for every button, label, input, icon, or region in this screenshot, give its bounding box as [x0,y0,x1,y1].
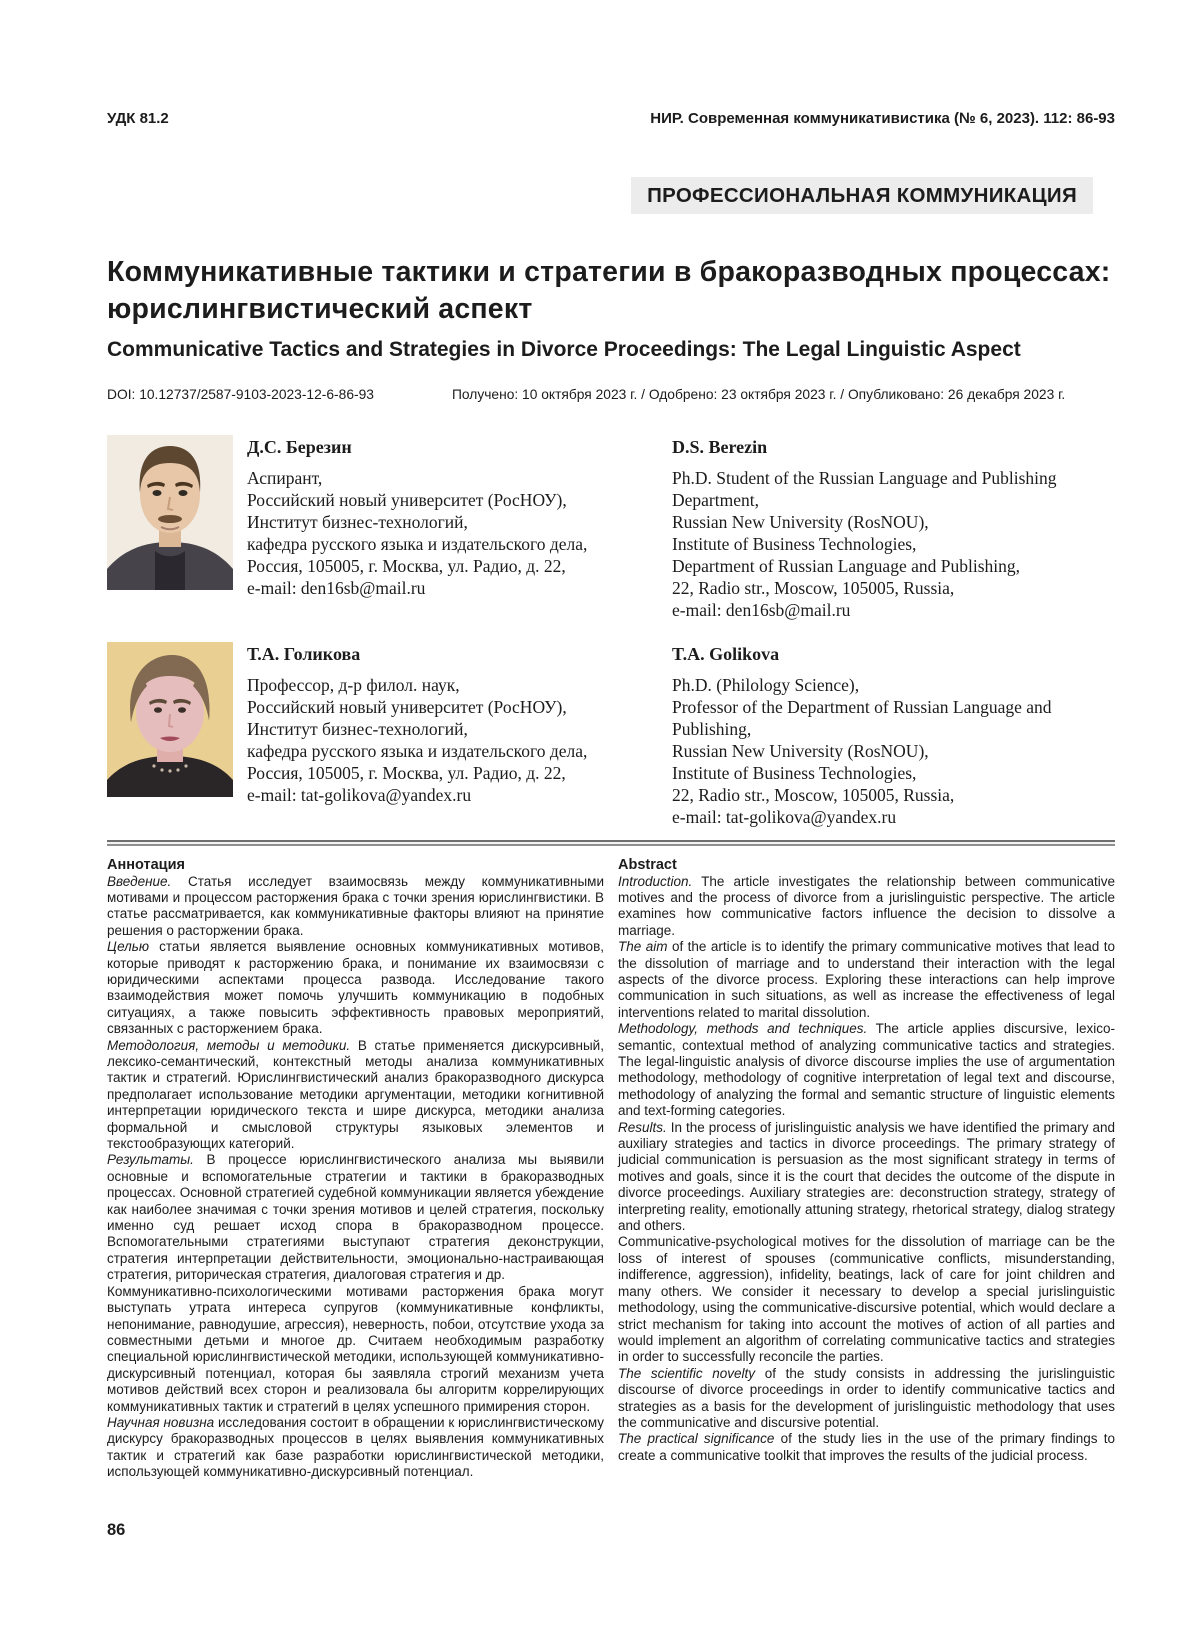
paragraph-lead: Результаты. [107,1152,194,1168]
paragraph-lead: Introduction. [618,873,693,889]
author-row-golikova [107,642,1115,828]
affiliation-line: Institute of Business Technologies, [672,534,917,555]
affiliation-line: кафедра русского языка и издательского дела, [247,741,588,762]
author-berezin-ru [107,435,672,621]
doi-row [107,387,1115,402]
affiliation-line: Russian New University (RosNOU), [672,741,929,762]
abstract-paragraph [107,874,604,940]
abstract-paragraph [107,1415,604,1481]
affiliation-line: Ph.D. Student of the Russian Language and Publishing Department, [672,468,1057,511]
author-photo-golikova [107,642,233,797]
paragraph-text: The article applies discursive, lexico-semantic, contextual method of analyzing communicative tactics and strategies. The legal-linguistic analysis of divorce discourse implies the use of argumentation methodology, methodology of cognitive interpretation of legal text and discourse, methodology of analyzing the formal and semantic structure of linguistic elements and text-forming categories. [618,1021,1116,1119]
paragraph-lead: The scientific novelty [618,1365,756,1381]
paragraph-lead: Методология, методы и методики. [107,1037,351,1053]
affiliation-line: Профессор, д-р филол. наук, [247,675,460,696]
author-name-golikova-en: T.A. Golikova [672,644,780,665]
abstract-paragraph [107,1038,604,1153]
author-row-berezin [107,435,1115,621]
section-divider-rule [107,840,1115,846]
abstract-en-heading: Abstract [618,857,677,874]
abstract-paragraph [618,939,1115,1021]
affiliation-line: 22, Radio str., Moscow, 105005, Russia, [672,785,955,806]
udk-label: УДК 81.2 [107,110,169,127]
paragraph-lead: Введение. [107,873,172,889]
abstract-ru-column [107,857,604,1480]
affiliation-line: кафедра русского языка и издательского дела, [247,534,588,555]
paragraph-text: of the article is to identify the primary communicative motives that lead to the dissolution of marriage and to understand their interaction with the legal aspects of the divorce process. Exploring these interactions can help improve communication in such situations, as well as increase the effectiveness of legal interventions related to marital dissolution. [618,939,1115,1020]
paragraph-text: исследования состоит в обращении к юрислингвистическому дискурсу бракоразводных процессов в целях выявления коммуникативных тактик и стратегий как базе разработки юрислингвистической методики, использующей коммуникативно-дискурсивный потенциал. [107,1414,605,1480]
paragraph-text: In the process of jurislinguistic analysis we have identified the primary and auxiliary strategies and tactics in divorce proceedings. The primary strategy of judicial communication is persuasion as the most significant strategy in terms of motives and goals, since it is the court that decides the outcome of the dispute in divorce proceedings. Auxiliary strategies are: deconstruction strategy, strategy of interpreting reality, emotionally attuning strategy, rhetorical strategy, dialog strategy and others. [618,1119,1115,1234]
paragraph-text: of the study lies in the use of the primary findings to create a communicative toolkit that improves the results of the judicial process. [618,1431,1115,1463]
abstract-paragraph [107,939,604,1037]
abstract-en-column [618,857,1115,1480]
affiliation-line: Институт бизнес-технологий, [247,719,468,740]
page-header [107,110,1115,127]
abstract-paragraph [618,1431,1115,1464]
doi-value: DOI: 10.12737/2587-9103-2023-12-6-86-93 [107,387,374,403]
affiliation-line: Россия, 105005, г. Москва, ул. Радио, д. 22, [247,556,566,577]
paragraph-text: Статья исследует взаимосвязь между коммуникативными мотивами и процессом расторжения брака с точки зрения юрислингвистики. В статье рассматривается, как коммуникативные факторы влияют на принятие решения о расторжении брака. [107,873,604,938]
author-affiliation-berezin-ru [247,467,647,599]
paragraph-lead: Целью [107,939,150,955]
paragraph-text: статьи является выявление основных коммуникативных мотивов, которые приводят к расторжению брака, и понимание их взаимосвязи с юридическими аспектами процесса развода. Исследование такого взаимодействия может помочь улучшить коммуникацию в подобных ситуациях, а также повысить эффективность правовых мероприятий, связанных с расторжением брака. [107,939,604,1037]
paragraph-lead: Methodology, methods and techniques. [618,1021,868,1037]
author-photo-berezin [107,435,233,590]
page-number: 86 [107,1521,126,1539]
abstracts-section [107,857,1115,1480]
affiliation-line: Professor of the Department of Russian Language and Publishing, [672,697,1052,740]
author-name-golikova-ru: Т.А. Голикова [247,644,361,665]
affiliation-line: Russian New University (RosNOU), [672,512,929,533]
paragraph-lead: The practical significance [618,1431,775,1447]
affiliation-line: Аспирант, [247,468,323,489]
author-affiliation-golikova-en [672,674,1115,828]
author-info-golikova-ru [247,642,647,828]
paragraph-lead: The aim [618,939,668,955]
author-berezin-en [672,435,1115,621]
article-title-en: Communicative Tactics and Strategies in Divorce Proceedings: The Legal Linguistic Aspect [107,338,1021,362]
author-name-berezin-en: D.S. Berezin [672,437,768,458]
affiliation-line: e-mail: den16sb@mail.ru [247,578,426,599]
paragraph-lead: Научная новизна [107,1414,215,1430]
abstract-paragraph [618,1366,1115,1432]
affiliation-line: Российский новый университет (РосНОУ), [247,490,567,511]
article-title-ru: Коммуникативные тактики и стратегии в бракоразводных процессах: юрислингвистический аспект [107,256,1111,326]
paragraph-text: Коммуникативно-психологическими мотивами расторжения брака могут выступать утрата интереса супругов (коммуникативные конфликты, непонимание, равнодушие, агрессия), неверность, побои, отсутствие ухода за совместными детьми и многое др. Считаем необходимым разработку специальной юрислингвистической методики, использующей коммуникативно-дискурсивный потенциал, которая бы заявляла строгий механизм учета мотивов действий всех сторон и реализовала бы алгоритм коррелирующих коммуникативных тактик и стратегий в целях успешного примирения сторон. [107,1283,604,1414]
affiliation-line: e-mail: den16sb@mail.ru [672,600,851,621]
journal-reference: НИР. Современная коммуникативистика (№ 6, 2023). 112: 86-93 [650,110,1115,127]
authors-section [107,435,1115,828]
affiliation-line: e-mail: tat-golikova@yandex.ru [672,807,897,828]
author-name-berezin-ru: Д.С. Березин [247,437,352,458]
affiliation-line: 22, Radio str., Moscow, 105005, Russia, [672,578,955,599]
abstract-ru-heading: Аннотация [107,857,185,874]
paragraph-text: В процессе юрислингвистического анализа мы выявили основные и вспомогательные стратегии и тактики в бракоразводных процессах. Основной стратегией судебной коммуникации является убеждение как наиболее значимая с точки зрения мотивов и целей стратегия, поскольку именно суд решает исход спора в бракоразводном процессе. Вспомогательными стратегиями выступают стратегия деконструкции, стратегия интерпретации действительности, эмоционально-настраивающая стратегия, риторическая стратегия, диалоговая стратегия и др. [107,1152,604,1283]
affiliation-line: Российский новый университет (РосНОУ), [247,697,567,718]
paragraph-text: The article investigates the relationship between communicative motives and the process of divorce from a jurislinguistic perspective. The article examines how communicative factors influence the decision to dissolve a marriage. [618,873,1115,938]
abstract-paragraph [618,874,1115,940]
paragraph-text: Communicative-psychological motives for the dissolution of marriage can be the loss of interest of spouses (communicative conflicts, misunderstanding, indifference, aggression), infidelity, beatings, lack of care for joint children and many others. We consider it necessary to develop a special jurislinguistic methodology, using the communicative-discursive potential, which would declare a strict mechanism for taking into account the motives of action of all parties and would implement an algorithm of correlating communicative tactics and strategies in order to successfully reconcile the parties. [618,1234,1115,1365]
author-golikova-ru [107,642,672,828]
section-banner: ПРОФЕССИОНАЛЬНАЯ КОММУНИКАЦИЯ [631,177,1093,214]
affiliation-line: e-mail: tat-golikova@yandex.ru [247,785,472,806]
affiliation-line: Institute of Business Technologies, [672,763,917,784]
abstract-paragraph [107,1284,604,1415]
affiliation-line: Россия, 105005, г. Москва, ул. Радио, д. 22, [247,763,566,784]
section-banner-row [107,177,1115,214]
abstract-paragraph [618,1120,1115,1235]
affiliation-line: Department of Russian Language and Publishing, [672,556,1020,577]
author-info-berezin-ru [247,435,647,621]
abstract-paragraph [618,1234,1115,1365]
author-affiliation-golikova-ru [247,674,647,806]
paragraph-text: В статье применяется дискурсивный, лексико-семантический, контекстный методы анализа коммуникативных тактик и стратегий. Юрислингвистический анализ бракоразводного дискурса предполагает использование методики аргументации, методики когнитивной интерпретации юридического текста и шире дискурса, методики анализа формальной и смысловой структуры языковых элементов и текстообразующих категорий. [107,1037,604,1152]
affiliation-line: Институт бизнес-технологий, [247,512,468,533]
received-approved-published-dates: Получено: 10 октября 2023 г. / Одобрено: 23 октября 2023 г. / Опубликовано: 26 декабря 2023 г. [452,387,1066,403]
author-affiliation-berezin-en [672,467,1115,621]
portrait-woman-illustration [107,642,233,797]
abstract-paragraph [618,1021,1115,1119]
paragraph-text: of the study consists in addressing the jurislinguistic discourse of divorce proceedings in order to identify communicative tactics and strategies as a basis for the development of jurislinguistic methodology that uses the communicative and discursive potential. [618,1365,1115,1430]
paragraph-lead: Results. [618,1119,667,1135]
abstract-paragraph [107,1152,604,1283]
author-golikova-en [672,642,1115,828]
affiliation-line: Ph.D. (Philology Science), [672,675,860,696]
portrait-man-illustration [107,435,233,590]
